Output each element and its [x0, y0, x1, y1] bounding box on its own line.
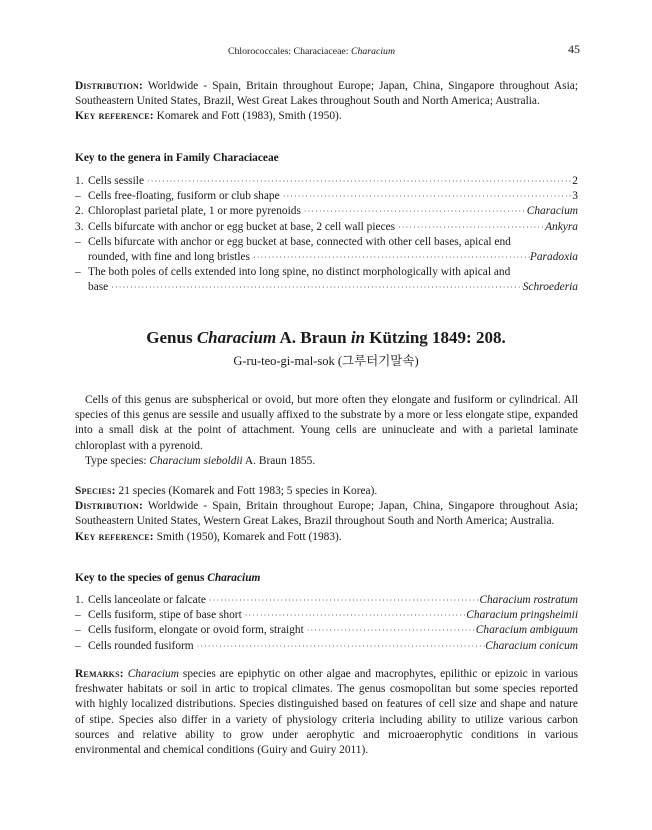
page-number: 45: [568, 42, 580, 56]
key-item-number: –: [75, 639, 81, 652]
distribution-label: Distribution:: [75, 80, 143, 92]
genus-title-italic: Characium: [196, 328, 277, 347]
key-genera-item: [75, 174, 578, 189]
key-item-result: 2: [572, 175, 578, 187]
key-item-number: 1.: [75, 175, 84, 187]
leader-dots: [144, 174, 572, 189]
species-text: 21 species (Komarek and Fott 1983; 5 species in Korea).: [118, 485, 378, 497]
key-reference-paragraph: [75, 530, 578, 545]
key-item-result: Characium pringsheimii: [466, 609, 578, 622]
distribution-section-family: [75, 79, 578, 125]
key-item-result: Ankyra: [545, 220, 578, 233]
key-genera-item: [75, 220, 578, 235]
key-item-result: Characium rostratum: [479, 594, 578, 606]
key-item-text: Chloroplast parietal plate, 1 or more pyrenoids: [88, 205, 301, 218]
key-reference-label: Key reference:: [75, 530, 154, 543]
key-genera-list: [75, 174, 578, 296]
key-genera-title: Key to the genera in Family Characiaceae: [75, 152, 279, 164]
key-reference-label: Key reference:: [75, 110, 154, 123]
key-item-text: rounded, with fine and long bristles: [88, 251, 250, 264]
key-item-result: Characium: [526, 205, 578, 218]
key-item-text: base: [88, 281, 109, 294]
key-reference-text: Komarek and Fott (1983), Smith (1950).: [156, 110, 342, 123]
type-species-label: Type species:: [85, 454, 150, 467]
leader-dots: [301, 204, 527, 219]
key-item-result: 3: [572, 190, 578, 203]
genus-title-part: A. Braun: [276, 328, 351, 347]
running-head-genus: Characium: [350, 46, 396, 57]
key-item-number: –: [75, 190, 81, 203]
leader-dots: [280, 189, 573, 204]
distribution-paragraph: [75, 499, 578, 529]
species-label: Species:: [75, 485, 116, 497]
leader-dots: [206, 593, 479, 608]
key-item-number: 2.: [75, 205, 84, 218]
remarks-paragraph: [75, 667, 578, 758]
key-item-result: Paradoxia: [529, 251, 578, 264]
key-species-item: [75, 623, 578, 638]
distribution-paragraph: [75, 79, 578, 109]
key-item-text: Cells fusiform, stipe of base short: [88, 609, 242, 622]
remarks-genus: Characium: [127, 668, 179, 680]
remarks-section: [75, 667, 578, 758]
leader-dots: [395, 220, 545, 235]
type-species-line: [75, 454, 578, 469]
genus-title-part: Genus: [146, 328, 197, 347]
key-item-result: Characium conicum: [485, 639, 578, 652]
species-paragraph: [75, 484, 578, 499]
key-species-list: [75, 593, 578, 654]
genus-korean-name: G-ru-teo-gi-mal-sok (그루터기말속): [233, 354, 419, 368]
leader-dots: [242, 608, 467, 623]
key-item-number: 3.: [75, 220, 84, 233]
page-header: [0, 42, 652, 58]
key-genera-item-continuation: [75, 250, 578, 265]
type-species-name: Characium sieboldii: [149, 454, 243, 467]
key-item-number: –: [75, 235, 81, 248]
species-section: [75, 484, 578, 545]
key-species-title: [75, 571, 578, 586]
distribution-text: Worldwide - Spain, Britain throughout Europe; Japan, China, Singapore throughout Asia; Southeastern United States, Western Great Lakes, Brazil throughout South and North America; Australia.: [75, 500, 578, 528]
key-species-title-genus: Characium: [207, 572, 261, 584]
key-item-number: –: [75, 609, 81, 622]
key-reference-text: Smith (1950), Komarek and Fott (1983).: [156, 530, 342, 543]
leader-dots: [194, 639, 486, 654]
key-item-text: Cells lanceolate or falcate: [88, 594, 206, 606]
genus-title-part: Kützing 1849: 208.: [365, 328, 506, 347]
key-item-result: Characium ambiguum: [475, 624, 578, 637]
type-species-author: A. Braun 1855.: [242, 454, 316, 467]
key-genera-item: [75, 204, 578, 219]
distribution-label: Distribution:: [75, 500, 143, 513]
key-item-text: The both poles of cells extended into long spine, no distinct morphologically with apical and: [88, 266, 511, 279]
key-species-item: [75, 639, 578, 654]
remarks-label: Remarks:: [75, 668, 124, 680]
distribution-text: Worldwide - Spain, Britain throughout Europe; Japan, China, Singapore throughout Asia; Southeastern United States, Brazil, West Great Lakes throughout South and North America; Australia.: [75, 80, 578, 108]
key-item-number: –: [75, 266, 81, 279]
key-item-result: Schroederia: [522, 281, 578, 294]
leader-dots: [250, 250, 530, 265]
key-species-item: [75, 608, 578, 623]
key-item-text: Cells sessile: [88, 175, 145, 187]
remarks-text: species are epiphytic on other algae and macrophytes, epilithic or epizoic in various freshwater habitats or soil in artic to tropical climates. The genus cosmopolitan but some species reported with highly localized distributions. Species distinguished based on features of cell size and shape and nature of stipe. Species also differ in a variety of physiology criteria including ability to utilize various carbon sources and relative ability to grow under aerophytic and microaerophytic conditions in various environmental and chemical conditions (Guiry and Guiry 2011).: [75, 668, 578, 757]
key-item-text: Cells free-floating, fusiform or club shape: [88, 190, 280, 203]
key-reference-paragraph: [75, 109, 578, 124]
key-species-item: [75, 593, 578, 608]
key-item-text: Cells fusiform, elongate or ovoid form, straight: [88, 624, 304, 637]
genus-title: [0, 330, 652, 345]
key-item-text: Cells bifurcate with anchor or egg bucket at base, 2 cell wall pieces: [88, 220, 396, 233]
key-item-text: Cells rounded fusiform: [88, 639, 194, 652]
key-genera-item-continuation: [75, 280, 578, 295]
key-genera-item: [75, 265, 578, 280]
key-genera-item: [75, 235, 578, 250]
genus-description: [75, 393, 578, 469]
leader-dots: [304, 623, 476, 638]
leader-dots: [108, 280, 522, 295]
key-species-title-text: Key to the species of genus: [75, 572, 208, 584]
description-paragraph: Cells of this genus are subspherical or ovoid, but more often they elongate and fusiform or cylindrical. All species of this genus are sessile and usually affixed to the substrate by a more or less elongate stipe, expanded into a small disk at the point of attachment. Young cells are uninucleate and with a parietal laminate chloroplast with a pyrenoid.: [75, 394, 578, 452]
running-head: [228, 44, 395, 59]
key-item-text: Cells bifurcate with anchor or egg bucket at base, connected with other cell bases, apical end: [88, 235, 511, 248]
key-item-number: 1.: [75, 594, 84, 606]
key-genera-item: [75, 189, 578, 204]
key-item-number: –: [75, 624, 81, 637]
running-head-text: Chlorococcales: Characiaceae:: [228, 46, 351, 57]
genus-title-italic: in: [350, 328, 365, 347]
